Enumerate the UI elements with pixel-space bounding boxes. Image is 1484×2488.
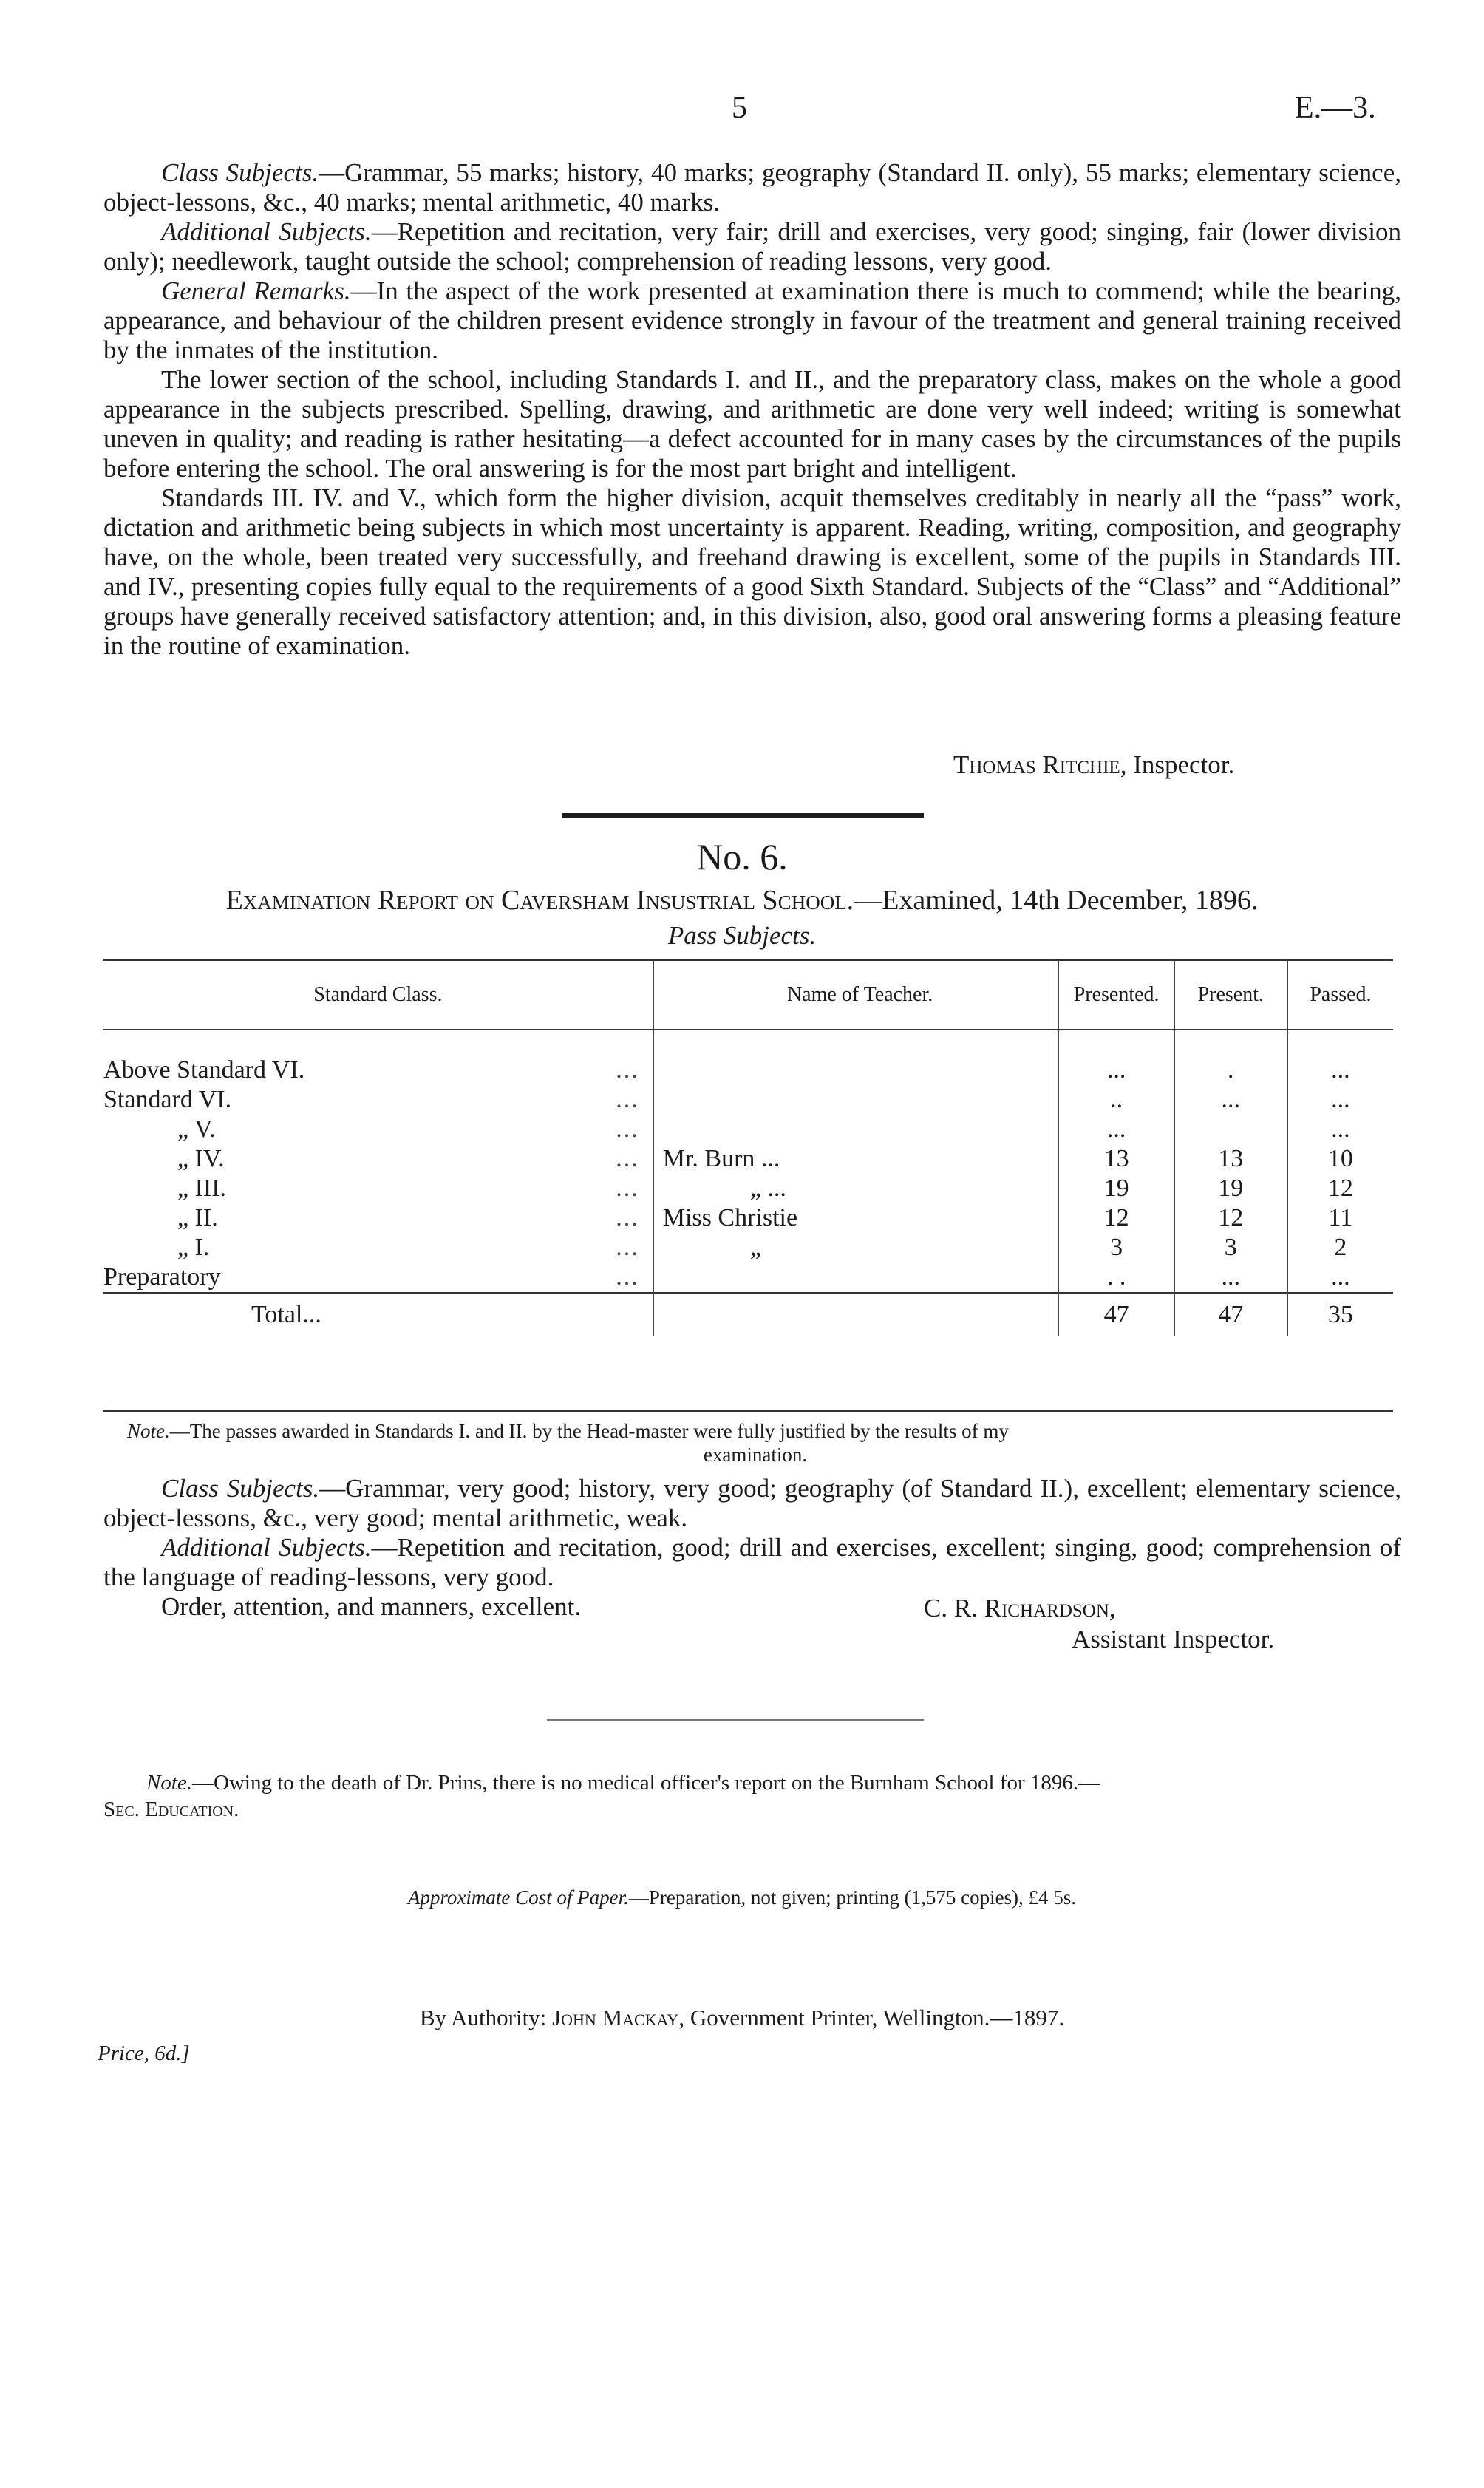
passed-cell: ...	[1287, 1115, 1393, 1144]
total-passed: 35	[1287, 1293, 1393, 1336]
passed-cell: 11	[1287, 1203, 1393, 1233]
standard-cell: „ V. ...	[177, 1115, 639, 1143]
teacher-cell	[653, 1293, 1059, 1336]
present-cell: 3	[1174, 1233, 1287, 1262]
higher-division-paragraph: Standards III. IV. and V., which form the higher division, acquit themselves creditably in nearly all the “pass” work, dictation and arithmetic being subjects in which most uncertainty is apparent. Reading, writing, composition, and geography have, on the whole, been treated very successfully, and freehand drawing is excellent, some of the pupils in Standards III. and IV., presenting copies fully equal to the requirements of a good Sixth Standard. Subjects of the “Class” and “Additional” groups have generally received satisfactory attention; and, in this division, also, good oral answering forms a pleasing feature in the routine of examination.	[103, 483, 1401, 660]
present-cell: 12	[1174, 1203, 1287, 1233]
teacher-cell	[653, 1115, 1059, 1144]
presented-cell: ..	[1058, 1085, 1174, 1115]
table-row	[103, 1203, 1393, 1233]
table-row	[103, 1233, 1393, 1262]
additional-subjects-paragraph: Additional Subjects.—Repetition and recitation, good; drill and exercises, excellent; singing, good; comprehension of the language of reading-lessons, very good.	[103, 1533, 1401, 1591]
table-row	[103, 1030, 1393, 1085]
order-paragraph: Order, attention, and manners, excellent.	[161, 1592, 582, 1621]
table-header-row	[103, 960, 1393, 1030]
standard-cell: Standard VI. ...	[103, 1086, 639, 1113]
presented-cell: 3	[1058, 1233, 1174, 1262]
paragraph-label: Additional Subjects.	[161, 217, 372, 246]
section-divider	[562, 813, 924, 818]
general-remarks-paragraph: General Remarks.—In the aspect of the work presented at examination there is much to commend; while the bearing, appearance, and behaviour of the children present evidence strongly in favour of the treatment and general training received by the inmates of the institution.	[103, 276, 1402, 364]
teacher-cell	[653, 1030, 1059, 1085]
medical-officer-note: Note.—Owing to the death of Dr. Prins, there is no medical officer's report on the Burnham School for 1896.— Sec. Education.	[103, 1771, 1100, 1821]
presented-cell: 19	[1058, 1174, 1174, 1203]
paragraph-label: Class Subjects.	[161, 1474, 320, 1503]
report-number: No. 6.	[696, 836, 788, 877]
presented-cell: . .	[1058, 1262, 1174, 1293]
note-label: Note.	[146, 1771, 193, 1795]
teacher-cell: Miss Christie	[653, 1203, 1059, 1233]
results-table	[103, 959, 1393, 1336]
standard-cell: „ III. ...	[177, 1175, 639, 1202]
table-row	[103, 1174, 1393, 1203]
column-header-standard: Standard Class.	[103, 960, 653, 1030]
note-label: Note.	[127, 1420, 170, 1442]
present-cell: .	[1174, 1030, 1287, 1085]
passed-cell: 10	[1287, 1144, 1393, 1174]
teacher-cell	[653, 1085, 1059, 1115]
assistant-inspector-name: C. R. Richardson,	[924, 1594, 1116, 1622]
printer-authority: By Authority: John Mackay, Government Printer, Wellington.—1897.	[419, 2005, 1065, 2030]
present-cell: 13	[1174, 1144, 1287, 1174]
table-row	[103, 1085, 1393, 1115]
teacher-cell: Mr. Burn ...	[653, 1144, 1059, 1174]
teacher-cell	[653, 1262, 1059, 1293]
standard-cell: Above Standard VI. ...	[103, 1056, 639, 1084]
column-header-teacher: Name of Teacher.	[653, 960, 1059, 1030]
teacher-cell: „	[653, 1233, 1059, 1262]
present-cell: ...	[1174, 1262, 1287, 1293]
report-6-text	[103, 1474, 1401, 1622]
passed-cell: 2	[1287, 1233, 1393, 1262]
table-note: Note.—The passes awarded in Standards I. and II. by the Head-master were fully justified by the results of my examination.	[127, 1420, 1009, 1466]
column-header-passed: Passed.	[1287, 960, 1393, 1030]
presented-cell: 13	[1058, 1144, 1174, 1174]
present-cell	[1174, 1115, 1287, 1144]
table-row	[103, 1262, 1393, 1293]
table-bottom-rule	[103, 1410, 1393, 1412]
passed-cell: 12	[1287, 1174, 1393, 1203]
standard-cell: Preparatory ...	[103, 1263, 639, 1291]
report-title: Examination Report on Caversham Insustrial School.—Examined, 14th December, 1896.	[225, 885, 1259, 916]
section-divider	[547, 1719, 924, 1721]
presented-cell: ...	[1058, 1115, 1174, 1144]
table-row	[103, 1115, 1393, 1144]
standard-cell: „ IV. ...	[177, 1145, 639, 1172]
lower-section-paragraph: The lower section of the school, including Standards I. and II., and the preparatory class, makes on the whole a good appearance in the subjects prescribed. Spelling, drawing, and arithmetic are done very well indeed; writing is somewhat uneven in quality; and reading is rather hesitating—a defect accounted for in many cases by the circumstances of the pupils before entering the school. The oral answering is for the most part bright and intelligent.	[103, 365, 1401, 483]
report-5-text	[103, 158, 1401, 661]
presented-cell: ...	[1058, 1030, 1174, 1085]
total-present: 47	[1174, 1293, 1287, 1336]
total-label: Total...	[103, 1293, 653, 1336]
passed-cell: ...	[1287, 1085, 1393, 1115]
results-table-wrapper	[103, 959, 1393, 1336]
present-cell: ...	[1174, 1085, 1287, 1115]
column-header-present: Present.	[1174, 960, 1287, 1030]
document-reference: E.—3.	[1295, 91, 1376, 125]
paragraph-label: Class Subjects.	[161, 158, 319, 187]
column-header-presented: Presented.	[1058, 960, 1174, 1030]
present-cell: 19	[1174, 1174, 1287, 1203]
presented-cell: 12	[1058, 1203, 1174, 1233]
paragraph-label: General Remarks.	[161, 276, 351, 305]
class-subjects-paragraph: Class Subjects.—Grammar, 55 marks; history, 40 marks; geography (Standard II. only), 55 marks; elementary science, object-lessons, &c., 40 marks; mental arithmetic, 40 marks.	[103, 158, 1401, 217]
class-subjects-paragraph: Class Subjects.—Grammar, very good; history, very good; geography (of Standard II.), excellent; elementary science, object-lessons, &c., very good; mental arithmetic, weak.	[103, 1474, 1401, 1532]
teacher-cell: „ ...	[653, 1174, 1059, 1203]
cost-of-paper: Approximate Cost of Paper.—Preparation, not given; printing (1,575 copies), £4 5s.	[407, 1886, 1077, 1909]
table-row	[103, 1144, 1393, 1174]
price: Price, 6d.]	[98, 2042, 190, 2065]
page-number: 5	[732, 91, 747, 125]
pass-subjects-heading: Pass Subjects.	[667, 921, 817, 950]
assistant-inspector-title: Assistant Inspector.	[1072, 1625, 1275, 1653]
paragraph-label: Additional Subjects.	[161, 1533, 372, 1562]
total-presented: 47	[1058, 1293, 1174, 1336]
passed-cell: ...	[1287, 1030, 1393, 1085]
total-row	[103, 1293, 1393, 1336]
standard-cell: „ II. ...	[177, 1204, 639, 1231]
additional-subjects-paragraph: Additional Subjects.—Repetition and recitation, very fair; drill and exercises, very good; singing, fair (lower division only); needlework, taught outside the school; comprehension of reading lessons, very good.	[103, 217, 1401, 276]
inspector-signature: Thomas Ritchie, Inspector.	[953, 750, 1235, 779]
standard-cell: „ I. ...	[177, 1234, 639, 1261]
passed-cell: ...	[1287, 1262, 1393, 1293]
